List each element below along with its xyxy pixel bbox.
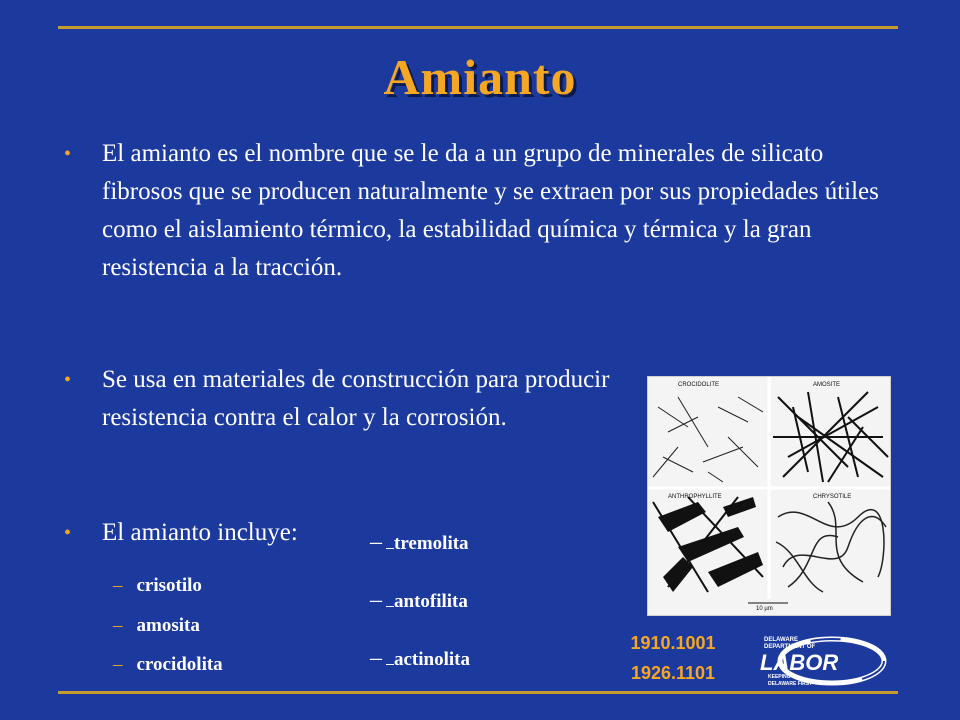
logo-line2: DEPARTMENT OF xyxy=(764,644,816,650)
bottom-rule xyxy=(58,691,898,694)
type-label: actinolita xyxy=(394,649,470,670)
type-item xyxy=(370,529,469,556)
type-label: antofilita xyxy=(394,591,468,612)
bullet-text: El amianto es el nombre que se le da a un grupo de minerales de silicato fibrosos que se producen naturalmente y se extraen por sus propiedades útiles como el aislamiento térmico, la estabilidad química y térmica y la gran resistencia a la tracción. xyxy=(102,140,879,281)
delaware-labor-logo xyxy=(758,632,888,690)
bullet-usage xyxy=(64,361,644,437)
micrograph-label: CROCIDOLITE xyxy=(678,382,720,388)
bullet-includes xyxy=(64,514,384,552)
bullet-marker: • xyxy=(64,369,72,391)
dash-marker: – xyxy=(370,645,382,671)
code-general-industry: 1910.1001 xyxy=(630,633,716,653)
code-construction: 1926.1101 xyxy=(630,663,716,683)
logo-tagline2: DELAWARE FIRST xyxy=(768,681,813,687)
type-item xyxy=(113,615,200,637)
underscore xyxy=(386,606,394,607)
type-item xyxy=(113,575,202,597)
dash-marker: – xyxy=(113,654,123,675)
type-label: amosita xyxy=(136,615,200,636)
bullet-marker: • xyxy=(64,522,72,544)
bullet-definition xyxy=(64,135,884,287)
regulation-codes xyxy=(606,628,740,688)
dash-marker: – xyxy=(113,615,123,636)
top-rule xyxy=(58,26,898,29)
type-item xyxy=(370,587,468,614)
bullet-text: Se usa en materiales de construcción para producir resistencia contra el calor y la corrosión. xyxy=(102,366,610,431)
logo-tagline1: KEEPING xyxy=(768,674,791,680)
bullet-marker: • xyxy=(64,143,72,165)
underscore xyxy=(386,548,394,549)
type-label: crisotilo xyxy=(136,575,202,596)
micrograph-image xyxy=(648,377,890,615)
type-label: tremolita xyxy=(394,533,469,554)
dash-marker: – xyxy=(370,529,382,555)
micrograph-scale: 10 µm xyxy=(756,606,773,612)
logo-graphic xyxy=(758,632,888,690)
type-item xyxy=(370,645,470,672)
dash-marker: – xyxy=(370,587,382,613)
dash-marker: – xyxy=(113,575,123,596)
bullet-text: El amianto incluye: xyxy=(102,519,298,546)
slide-title: Amianto xyxy=(383,49,577,105)
type-item xyxy=(113,654,223,676)
asbestos-micrograph xyxy=(647,376,891,616)
micrograph-label: CHRYSOTILE xyxy=(813,494,852,500)
logo-line1: DELAWARE xyxy=(764,637,799,643)
logo-main: LABOR xyxy=(760,650,839,675)
micrograph-label: AMOSITE xyxy=(813,382,841,388)
underscore xyxy=(386,664,394,665)
micrograph-label: ANTHROPHYLLITE xyxy=(668,494,722,500)
type-label: crocidolita xyxy=(136,654,223,675)
